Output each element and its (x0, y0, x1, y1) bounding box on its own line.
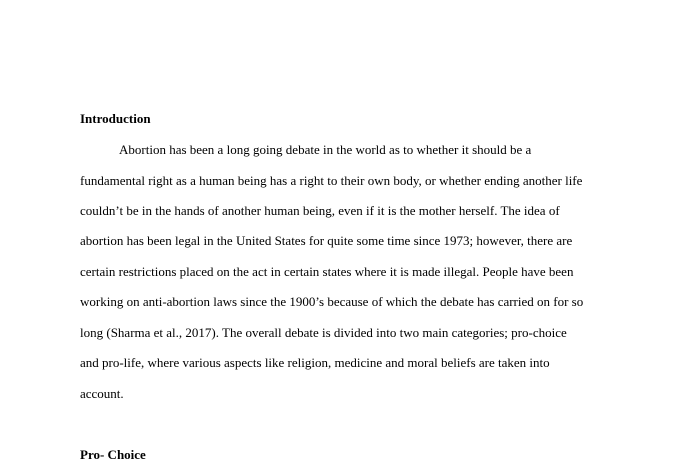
section-heading-introduction: Introduction (80, 111, 151, 126)
paragraph-line-1: Abortion has been a long going debate in the world as to whether it should be a (119, 142, 532, 157)
paragraph-line-2: fundamental right as a human being has a right to their own body, or whether ending another life (80, 173, 583, 188)
paragraph-line-5: certain restrictions placed on the act in certain states where it is made illegal. People have been (80, 264, 574, 279)
paragraph-line-9: account. (80, 386, 124, 401)
paragraph-line-7: long (Sharma et al., 2017). The overall debate is divided into two main categories; pro-choice (80, 325, 567, 340)
paragraph-line-3: couldn’t be in the hands of another human being, even if it is the mother herself. The idea of (80, 203, 560, 218)
section-heading-pro-choice: Pro- Choice (80, 447, 146, 459)
paragraph-line-8: and pro-life, where various aspects like religion, medicine and moral beliefs are taken into (80, 355, 550, 370)
paragraph-line-4: abortion has been legal in the United States for quite some time since 1973; however, there are (80, 233, 573, 248)
paragraph-line-6: working on anti-abortion laws since the 1900’s because of which the debate has carried on for so (80, 294, 584, 309)
